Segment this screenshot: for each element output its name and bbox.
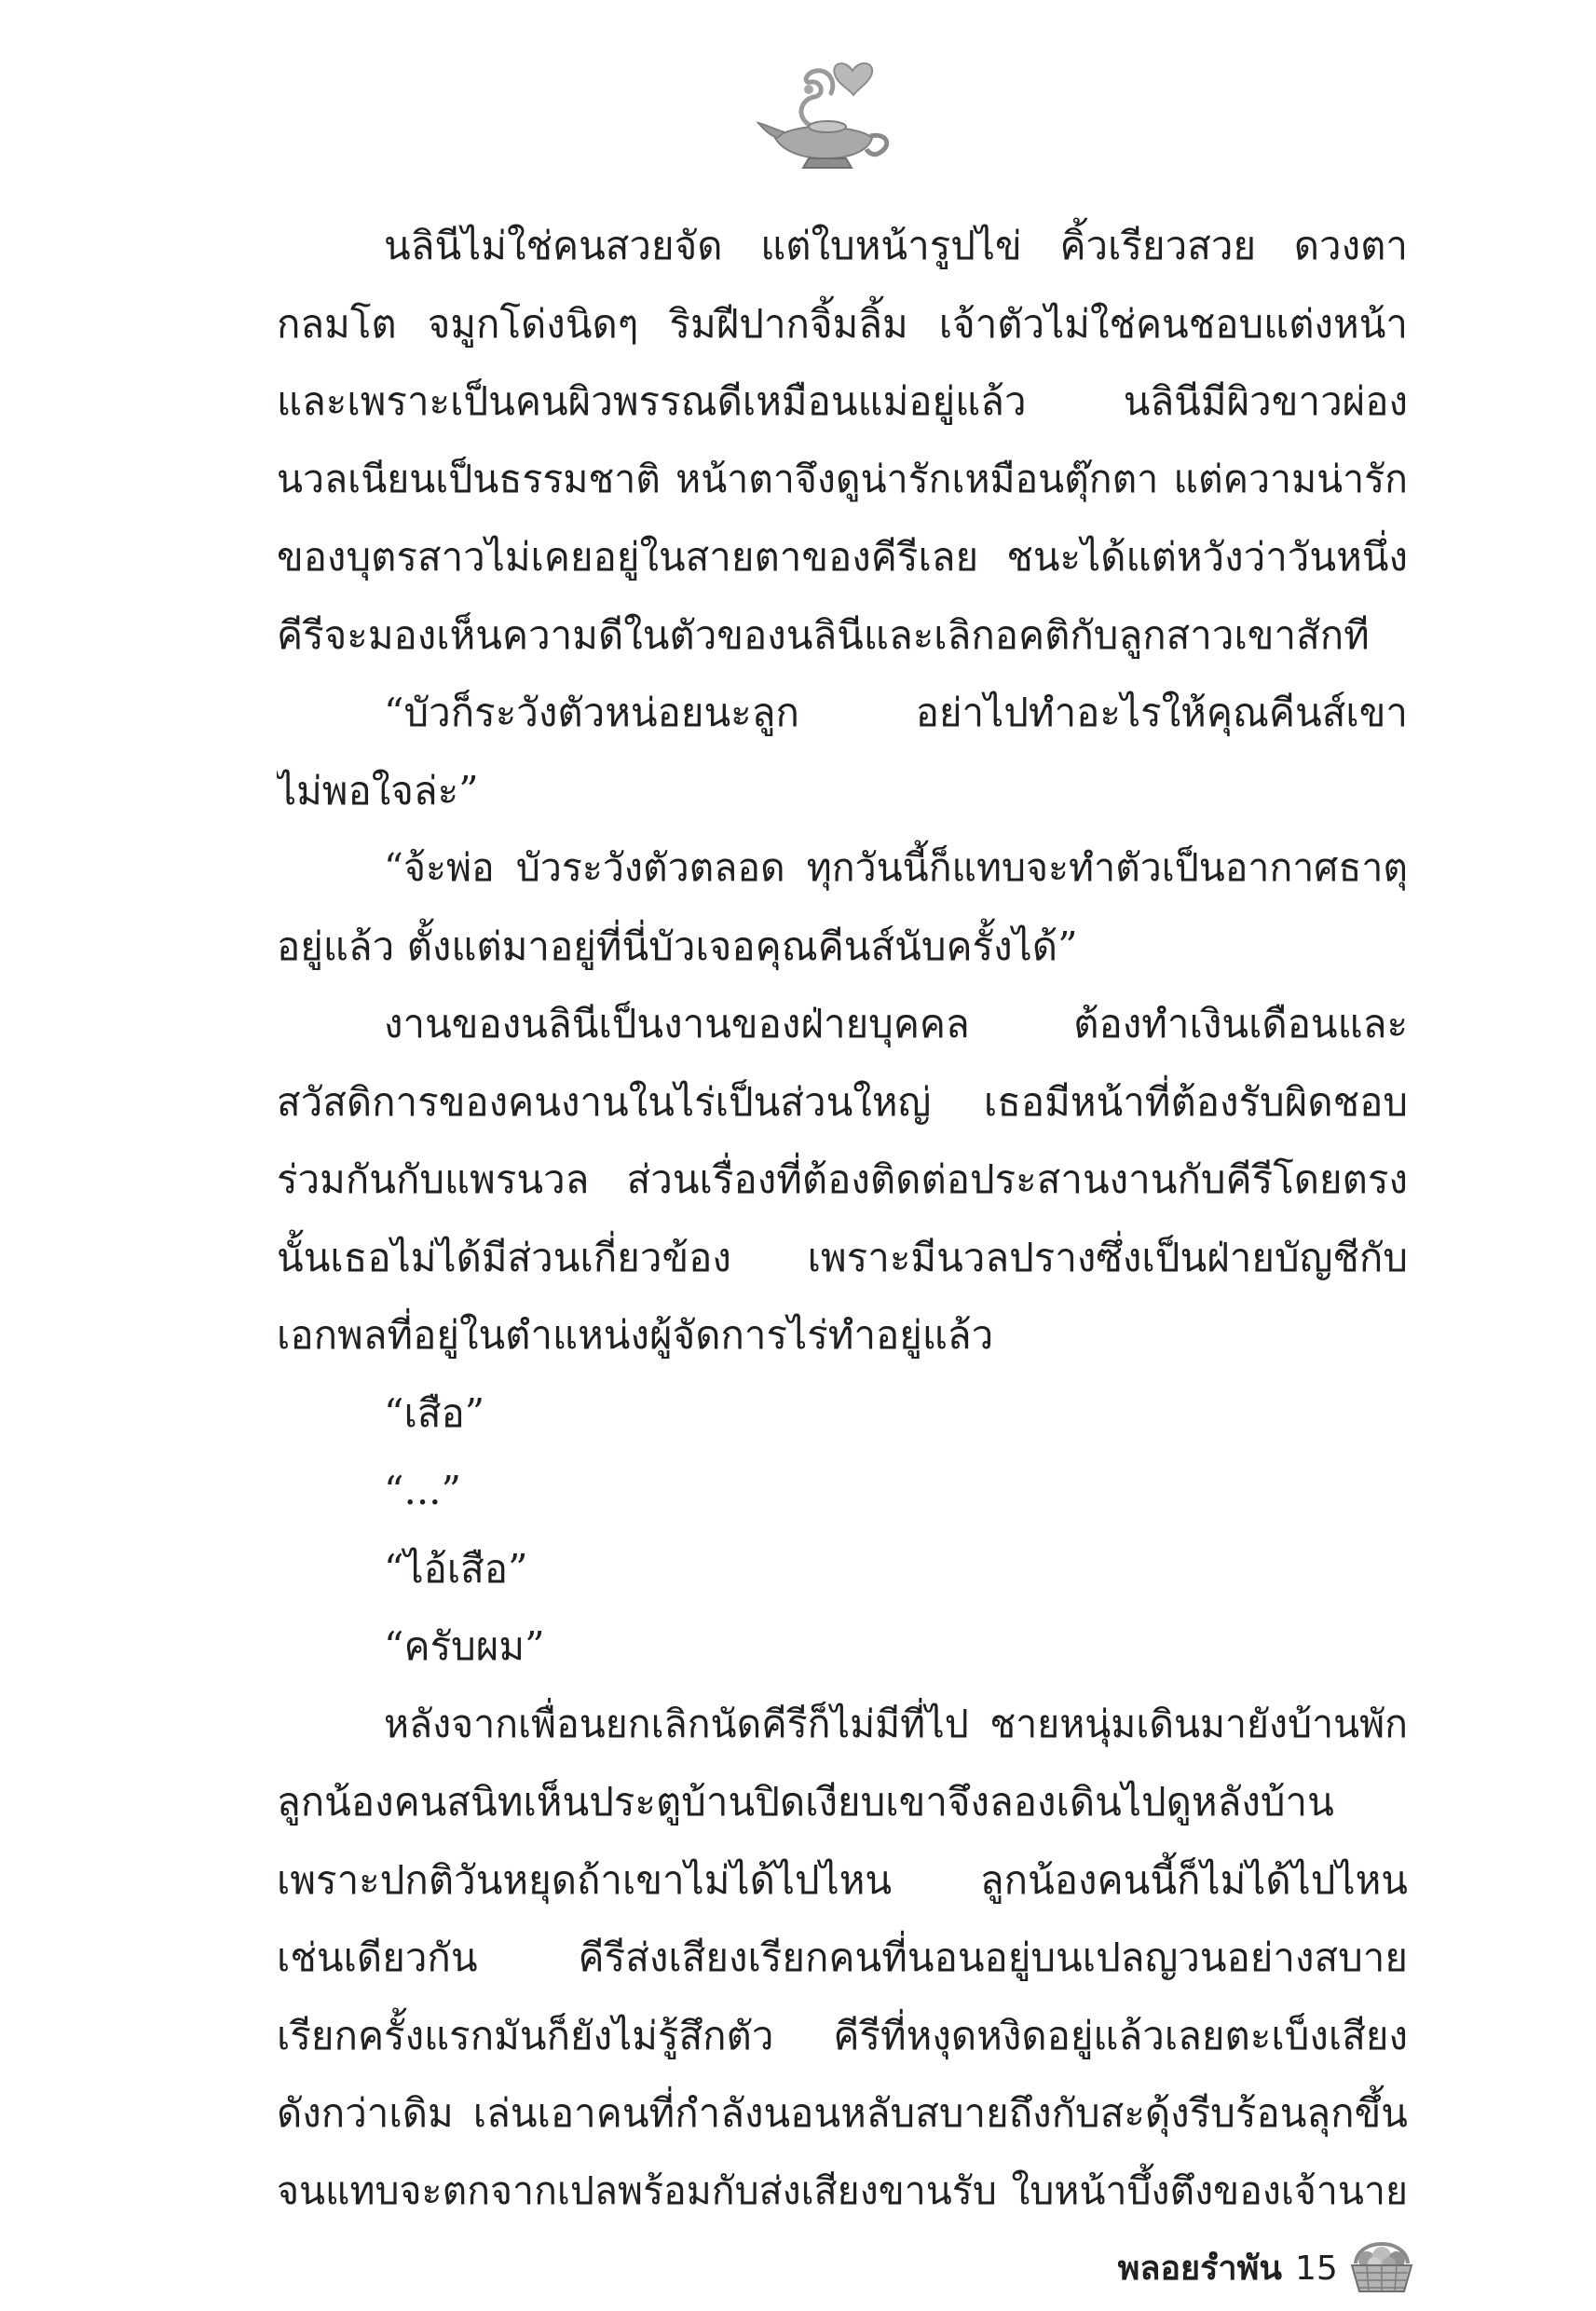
text-line: “เสือ” [384, 1389, 485, 1436]
text-line: คีรีจะมองเห็นความดีในตัวของนลินีและเลิกอคติกับลูกสาวเขาสักที [277, 611, 1370, 658]
text-line: นั้นเธอไม่ได้มีส่วนเกี่ยวข้อง เพราะมีนวลปรางซึ่งเป็นฝ่ายบัญชีกับ [277, 1234, 1408, 1280]
text-line: เรียกครั้งแรกมันก็ยังไม่รู้สึกตัว คีรีที่หงุดหงิดอยู่แล้วเลยตะเบ็งเสียง [277, 2012, 1408, 2058]
text-line: ไม่พอใจล่ะ” [277, 767, 479, 814]
text-line: ดังกว่าเดิม เล่นเอาคนที่กำลังนอนหลับสบายถึงกับสะดุ้งรีบร้อนลุกขึ้น [277, 2090, 1408, 2136]
text-line: “จ้ะพ่อ บัวระวังตัวตลอด ทุกวันนี้ก็แทบจะทำตัวเป็นอากาศธาตุ [384, 845, 1408, 890]
text-line: อยู่แล้ว ตั้งแต่มาอยู่ที่นี่บัวเจอคุณคีนส์นับครั้งได้” [277, 923, 1078, 969]
text-line: “บัวก็ระวังตัวหน่อยนะลูก อย่าไปทำอะไรให้คุณคีนส์เขา [384, 690, 1408, 735]
text-line: “ไอ้เสือ” [384, 1545, 528, 1592]
text-line: และเพราะเป็นคนผิวพรรณดีเหมือนแม่อยู่แล้ว นลินีมีผิวขาวผ่อง [277, 378, 1408, 424]
text-line: กลมโต จมูกโด่งนิดๆ ริมฝีปากจิ้มลิ้ม เจ้าตัวไม่ใช่คนชอบแต่งหน้า [277, 300, 1408, 347]
text-line: จนแทบจะตกจากเปลพร้อมกับส่งเสียงขานรับ ใบหน้าบึ้งตึงของเจ้านาย [277, 2167, 1408, 2213]
text-line: ลูกน้องคนสนิทเห็นประตูบ้านปิดเงียบเขาจึงลองเดินไปดูหลังบ้าน [277, 1779, 1334, 1825]
text-line: เอกพลที่อยู่ในตำแหน่งผู้จัดการไร่ทำอยู่แล้ว [277, 1312, 994, 1358]
text-line: งานของนลินีเป็นงานของฝ่ายบุคคล ต้องทำเงินเดือนและ [384, 1001, 1408, 1046]
text-line: “ครับผม” [384, 1623, 545, 1669]
text-line: นลินีไม่ใช่คนสวยจัด แต่ใบหน้ารูปไข่ คิ้วเรียวสวย ดวงตา [384, 223, 1408, 268]
text-line: เช่นเดียวกัน คีรีส่งเสียงเรียกคนที่นอนอยู่บนเปลญวนอย่างสบาย [277, 1935, 1408, 1980]
text-line: เพราะปกติวันหยุดถ้าเขาไม่ได้ไปไหน ลูกน้องคนนี้ก็ไม่ได้ไปไหน [277, 1856, 1408, 1903]
body-text [277, 207, 1408, 2230]
text-line: หลังจากเพื่อนยกเลิกนัดคีรีก็ไม่มีที่ไป ชายหนุ่มเดินมายังบ้านพัก [384, 1701, 1408, 1746]
text-line: สวัสดิการของคนงานในไร่เป็นส่วนใหญ่ เธอมีหน้าที่ต้องรับผิดชอบ [277, 1078, 1408, 1125]
genie-lamp-with-heart-icon [757, 52, 896, 173]
book-title: พลอยรำพัน [1117, 2249, 1282, 2288]
text-line: ของบุตรสาวไม่เคยอยู่ในสายตาของคีรีเลย ชนะได้แต่หวังว่าวันหนึ่ง [277, 534, 1408, 580]
text-line: ร่วมกันกับแพรนวล ส่วนเรื่องที่ต้องติดต่อประสานงานกับคีรีโดยตรง [277, 1156, 1408, 1202]
text-line: “...” [384, 1468, 461, 1513]
flower-basket-icon [1344, 2232, 1419, 2297]
text-line: นวลเนียนเป็นธรรมชาติ หน้าตาจึงดูน่ารักเหมือนตุ๊กตา แต่ความน่ารัก [277, 456, 1408, 501]
page-number: 15 [1295, 2249, 1338, 2288]
